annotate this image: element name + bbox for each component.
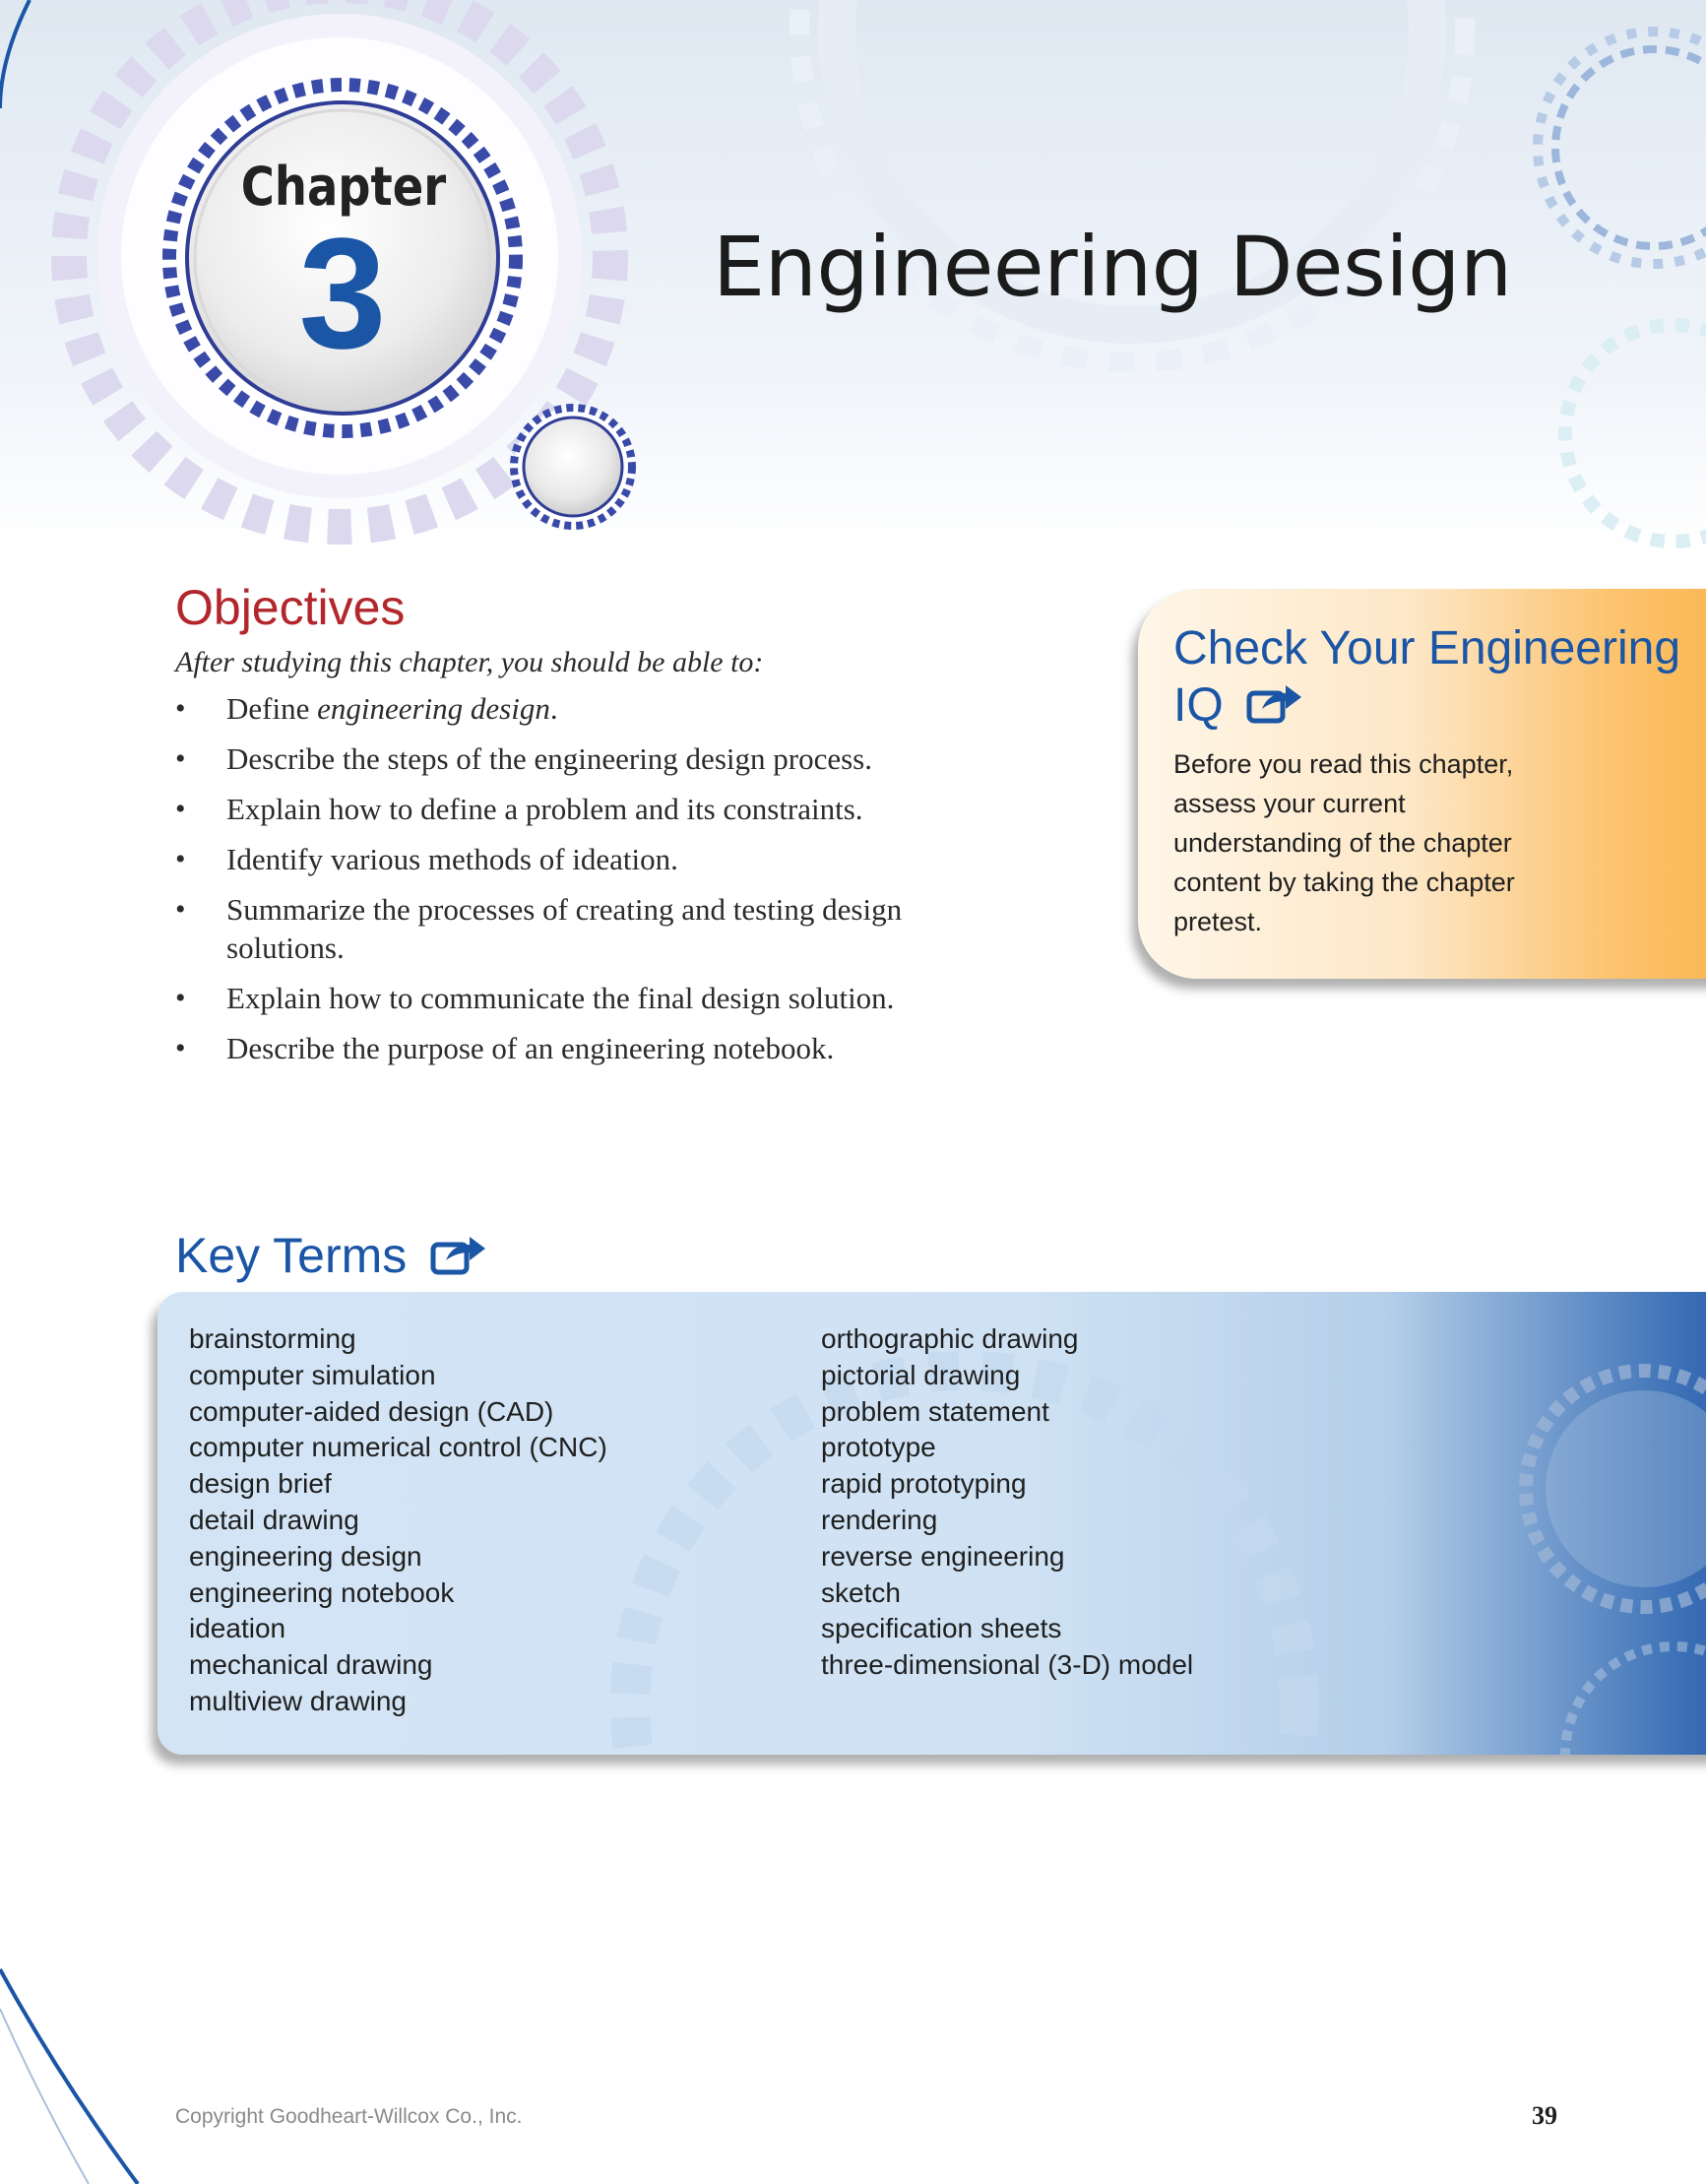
key-term: computer-aided design (CAD) xyxy=(189,1395,554,1427)
key-term: prototype xyxy=(821,1432,936,1463)
objectives-list xyxy=(175,689,1022,1079)
objective-item: • Identify various methods of ideation. xyxy=(175,840,1022,878)
objective-item: • Explain how to define a problem and its constraints. xyxy=(175,790,1022,828)
key-term: ideation xyxy=(189,1613,286,1644)
key-term: computer numerical control (CNC) xyxy=(189,1432,607,1463)
key-term: rendering xyxy=(821,1504,938,1535)
key-term: pictorial drawing xyxy=(821,1359,1021,1390)
key-terms-column-2 xyxy=(821,1321,1193,1684)
copyright-notice: Copyright Goodheart-Willcox Co., Inc. xyxy=(175,2105,523,2128)
key-terms-column-1 xyxy=(189,1321,607,1720)
key-term: three-dimensional (3-D) model xyxy=(821,1649,1194,1681)
key-term: multiview drawing xyxy=(189,1685,407,1716)
key-terms-heading-text: Key Terms xyxy=(175,1228,408,1283)
chapter-label: Chapter xyxy=(240,156,447,218)
key-term: design brief xyxy=(189,1468,332,1500)
key-term: specification sheets xyxy=(821,1613,1062,1644)
objective-item: • Describe the purpose of an engineering notebook. xyxy=(175,1029,1022,1067)
key-term: computer simulation xyxy=(189,1359,436,1390)
key-term: engineering design xyxy=(189,1540,422,1572)
key-term: engineering notebook xyxy=(189,1576,455,1608)
objectives-intro: After studying this chapter, you should be able to: xyxy=(175,646,764,678)
objective-item: • Explain how to communicate the final design solution. xyxy=(175,979,1022,1017)
key-terms-box xyxy=(158,1292,1706,1755)
key-term: orthographic drawing xyxy=(821,1323,1079,1354)
engineering-iq-title-text: Check Your Engineering IQ xyxy=(1173,622,1681,732)
key-term: sketch xyxy=(821,1576,901,1608)
external-link-icon[interactable] xyxy=(430,1233,487,1276)
objective-item: • Define engineering design. xyxy=(175,689,1022,728)
small-gear-icon xyxy=(514,408,632,526)
key-term: reverse engineering xyxy=(821,1540,1065,1572)
key-term: detail drawing xyxy=(189,1504,359,1535)
page-number: 39 xyxy=(1532,2101,1557,2130)
key-term: mechanical drawing xyxy=(189,1649,433,1681)
engineering-iq-title xyxy=(1173,620,1685,735)
engineering-iq-box xyxy=(1138,589,1706,979)
key-term: brainstorming xyxy=(189,1323,356,1354)
key-term: rapid prototyping xyxy=(821,1468,1027,1500)
key-term: problem statement xyxy=(821,1395,1049,1427)
engineering-iq-text: Before you read this chapter, assess your current understanding of the chapter content by taking the chapter pretest. xyxy=(1173,749,1515,936)
chapter-title: Engineering Design xyxy=(713,219,1512,315)
objective-item: • Describe the steps of the engineering design process. xyxy=(175,739,1022,778)
chapter-number: 3 xyxy=(298,205,387,381)
objective-item: • Summarize the processes of creating and testing design solutions. xyxy=(175,890,1022,967)
objectives-heading: Objectives xyxy=(175,580,406,635)
external-link-icon[interactable] xyxy=(1246,681,1303,725)
key-terms-heading xyxy=(175,1227,487,1284)
